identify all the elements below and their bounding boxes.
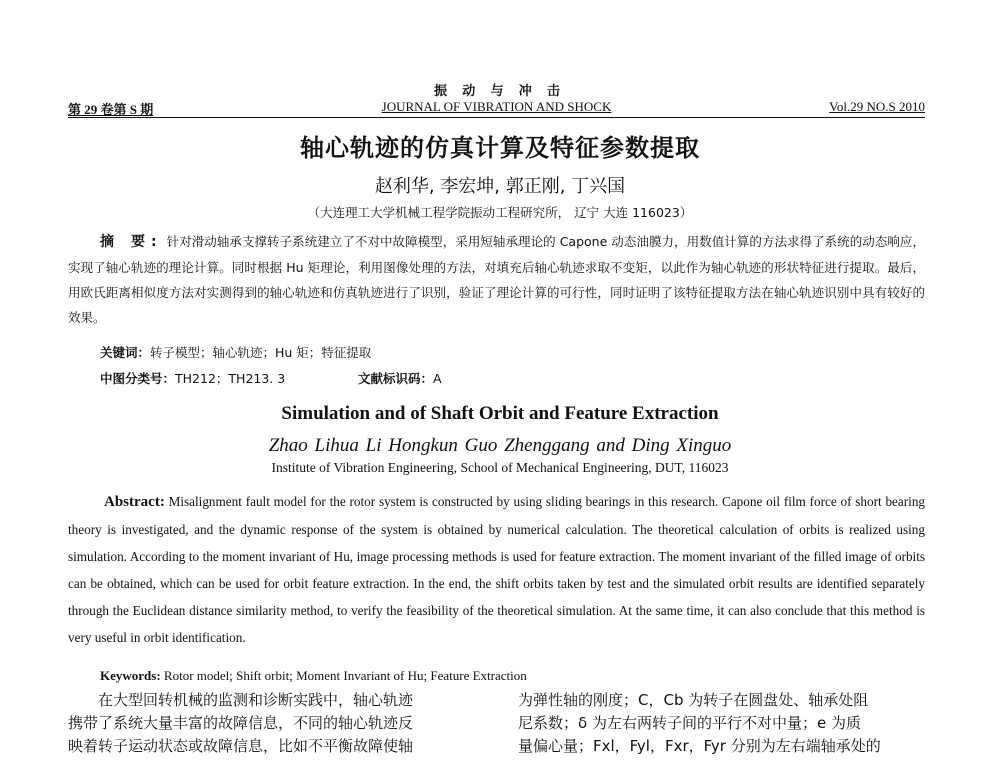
abstract-en-text: Misalignment fault model for the rotor system is constructed by using sliding bearings in this research. Capone oil film force of short bearing theory is investigated, and the dynamic response of the system is obtained by numerical calculation. The theoretical calculation of orbits is realized using simulation. According to the moment invariant of Hu, image processing methods is used for feature extraction. The moment invariant of the filled image of orbits can be obtained, which can be used for orbit feature extraction. In the end, the shift orbits taken by test and the simulated orbit results are identified separately through the Euclidean distance similarity method, to verify the feasibility of the theoretical simulation. At the same time, it can also conclude that this method is very useful in orbit identification. — [68, 494, 926, 645]
keywords-en — [100, 668, 527, 684]
body-line: 映着转子运动状态或故障信息，比如不平衡故障使轴 — [68, 737, 414, 755]
doc-code-value: A — [433, 371, 442, 386]
abstract-en — [68, 488, 925, 651]
classification-label: 中图分类号： — [100, 371, 176, 386]
doc-code-label: 文献标识码： — [358, 371, 434, 386]
body-line: 携带了系统大量丰富的故障信息，不同的轴心轨迹反 — [68, 714, 414, 732]
abstract-cn-label: 摘 要: — [100, 234, 163, 250]
body-line: 为弹性轴的刚度；C，Cb 为转子在圆盘处、轴承处阻 — [518, 691, 869, 709]
body-line: 在大型回转机械的监测和诊断实践中，轴心轨迹 — [98, 691, 414, 709]
authors-cn: 赵利华, 李宏坤, 郭正刚, 丁兴国 — [374, 176, 626, 197]
affiliation-cn: （大连理工大学机械工程学院振动工程研究所， 辽宁 大连 116023） — [307, 205, 693, 220]
abstract-cn — [68, 229, 925, 330]
keywords-en-text: Rotor model; Shift orbit; Moment Invariant of Hu; Feature Extraction — [163, 668, 527, 683]
journal-name-cn: 振 动 与 冲 击 — [433, 83, 566, 98]
abstract-en-label: Abstract: — [104, 494, 165, 510]
running-header — [68, 97, 925, 118]
doc-code — [358, 369, 442, 387]
affiliation-en: Institute of Vibration Engineering, School of Mechanical Engineering, DUT, 116023 — [271, 460, 729, 475]
keywords-cn — [100, 343, 371, 361]
abstract-cn-text: 针对滑动轴承支撑转子系统建立了不对中故障模型，采用短轴承理论的 Capone 动态油膜力，用数值计算的方法求得了系统的动态响应，实现了轴心轨迹的理论计算。同时根据 Hu 矩理论，利用图像处理的方法，对填充后轴心轨迹求取不变矩，以此作为轴心轨迹的形状特征进行提取。最后，用欧氏距离相似度方法对实测得到的轴心轨迹和仿真轨迹进行了识别，验证了理论计算的可行性，同时证明了该特征提取方法在轴心轨迹识别中具有较好的效果。 — [68, 234, 925, 325]
keywords-cn-text: 转子模型；轴心轨迹；Hu 矩；特征提取 — [150, 345, 372, 360]
classification-line — [100, 369, 925, 387]
keywords-en-label: Keywords: — [100, 668, 161, 683]
keywords-cn-label: 关键词： — [100, 345, 151, 360]
paper-title-en: Simulation and of Shaft Orbit and Feature Extraction — [281, 403, 719, 424]
journal-name-en: JOURNAL OF VIBRATION AND SHOCK — [381, 99, 612, 114]
classification-value: TH212；TH213. 3 — [175, 371, 286, 386]
authors-en: Zhao Lihua Li Hongkun Guo Zhenggang and Ding Xinguo — [268, 435, 732, 456]
body-line: 尼系数；δ 为左右两转子间的平行不对中量；e 为质 — [518, 714, 861, 732]
paper-title-cn: 轴心轨迹的仿真计算及特征参数提取 — [300, 134, 700, 162]
volume-cn: 第 29 卷第 S 期 — [68, 102, 154, 117]
volume-en: Vol.29 NO.S 2010 — [829, 99, 925, 114]
body-line: 量偏心量；Fxl，Fyl，Fxr，Fyr 分别为左右端轴承处的 — [518, 737, 881, 755]
body-column-left — [68, 689, 478, 758]
body-column-right — [518, 689, 925, 758]
